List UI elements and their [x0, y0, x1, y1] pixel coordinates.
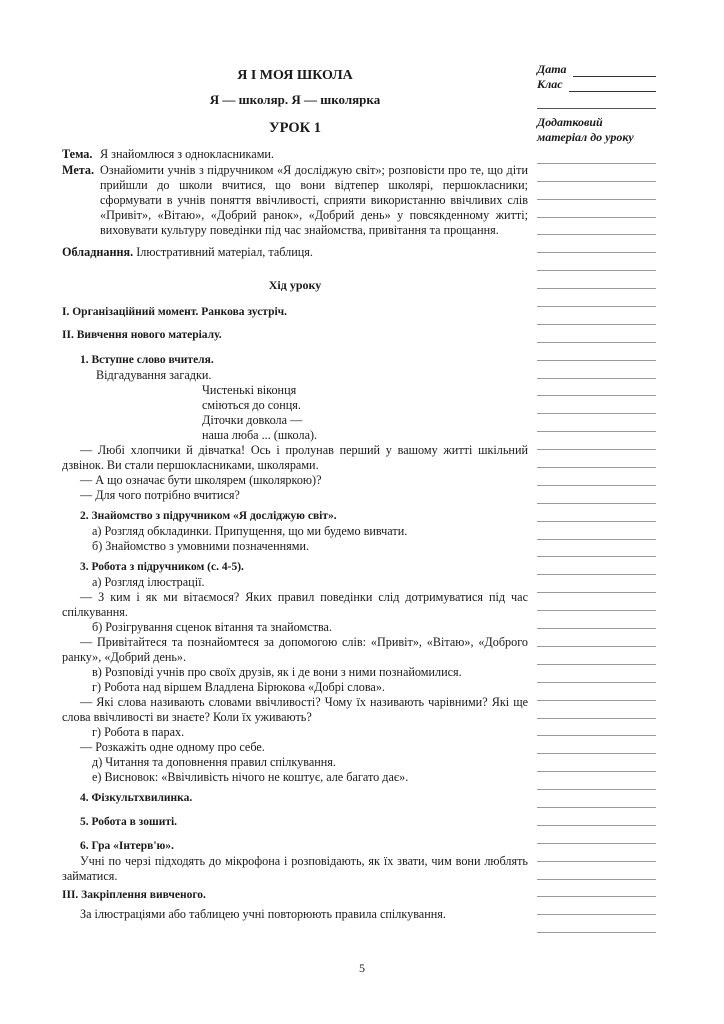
poem-line: Діточки довкола — — [202, 413, 303, 427]
extra-material-label-2: матеріал до уроку — [537, 130, 634, 144]
ruled-line — [537, 235, 656, 253]
ruled-line — [537, 862, 656, 880]
ruled-line — [537, 844, 656, 862]
ruled-line — [537, 396, 656, 414]
activity-item: а) Розгляд обкладинки. Припущення, що ми будемо вивчати. — [92, 524, 408, 538]
ruled-line — [537, 450, 656, 468]
ruled-line — [537, 647, 656, 665]
ruled-line — [537, 575, 656, 593]
notes-ruled-lines — [537, 146, 656, 933]
teacher-question: — Для чого потрібно вчитися? — [80, 488, 240, 502]
goal-label: Мета. — [62, 163, 95, 177]
activity-item: е) Висновок: «Ввічливість нічого не коштує, але багато дає». — [92, 770, 409, 784]
ruled-line — [537, 414, 656, 432]
activity-description: За ілюстраціями або таблицею учні повторюють правила спілкування. — [80, 907, 446, 921]
step-5: 5. Робота в зошиті. — [80, 816, 178, 828]
poem-line: наша люба ... (школа). — [202, 428, 318, 442]
riddle-intro: Відгадування загадки. — [96, 368, 212, 382]
equipment-label: Обладнання. — [62, 245, 134, 259]
topic-label: Тема. — [62, 147, 93, 161]
ruled-line — [537, 665, 656, 683]
step-6: 6. Гра «Інтерв'ю». — [80, 840, 174, 852]
poem-line: сміються до сонця. — [202, 398, 301, 412]
ruled-line — [537, 808, 656, 826]
ruled-line — [537, 611, 656, 629]
teacher-speech: — Розкажіть одне одному про себе. — [80, 740, 265, 754]
ruled-line — [537, 683, 656, 701]
teacher-speech: — Любі хлопчики й дівчатка! Ось і пролунав перший у вашому житті шкільний дзвінок. Ви стали першокласниками, школярами. — [62, 443, 528, 472]
ruled-line — [537, 253, 656, 271]
ruled-line — [537, 325, 656, 343]
ruled-line — [537, 880, 656, 898]
teacher-question: — Які слова називають словами ввічливості? Чому їх називають чарівними? Які ще слова ввічливості ви знаєте? Коли їх уживають? — [62, 695, 528, 724]
section-title: Я І МОЯ ШКОЛА — [237, 68, 353, 83]
divider — [537, 92, 656, 109]
ruled-line — [537, 557, 656, 575]
goal-row — [62, 163, 528, 238]
step-1: 1. Вступне слово вчителя. — [80, 354, 214, 366]
poem-line: Чистенькі віконця — [202, 383, 297, 397]
ruled-line — [537, 504, 656, 522]
ruled-line — [537, 540, 656, 558]
ruled-line — [537, 432, 656, 450]
equipment-row — [62, 245, 528, 260]
ruled-line — [537, 200, 656, 218]
ruled-line — [537, 736, 656, 754]
class-line — [569, 80, 656, 92]
date-line — [573, 65, 656, 77]
activity-item: б) Розігрування сценок вітання та знайомства. — [92, 620, 333, 634]
stage-1: I. Організаційний момент. Ранкова зустріч. — [62, 306, 288, 318]
ruled-line — [537, 772, 656, 790]
topic-row — [62, 147, 528, 162]
lesson-progress-heading: Хід уроку — [268, 278, 322, 292]
ruled-line — [537, 719, 656, 737]
ruled-line — [537, 826, 656, 844]
ruled-line — [537, 897, 656, 915]
sidebar-notes — [537, 62, 656, 145]
class-label: Клас — [537, 77, 563, 91]
ruled-line — [537, 343, 656, 361]
ruled-line — [537, 629, 656, 647]
ruled-line — [537, 361, 656, 379]
ruled-line — [537, 915, 656, 933]
activity-item: в) Розповіді учнів про своїх друзів, як і де вони з ними познайомилися. — [92, 665, 462, 679]
extra-material-label-1: Додатковий — [537, 115, 603, 129]
stage-3: III. Закріплення вивченого. — [62, 889, 206, 901]
ruled-line — [537, 164, 656, 182]
activity-item: д) Читання та доповнення правил спілкування. — [92, 755, 336, 769]
activity-item: б) Знайомство з умовними позначеннями. — [92, 539, 310, 553]
ruled-line — [537, 593, 656, 611]
date-field — [537, 62, 656, 77]
subtitle: Я — школяр. Я — школярка — [209, 92, 381, 107]
goal-text: Ознайомити учнів з підручником «Я досліджую світ»; розповісти про те, що діти прийшли до школи вчитися, що вони відтепер школярі, першокласники; сформувати в учнів поняття ввічливості, сприяти використанню ввічливих слів «Привіт», «Вітаю», «Добрий ранок», «Добрий день» у повсякденному житті; виховувати культуру поведінки під час знайомства, привітання та прощання. — [100, 163, 528, 237]
activity-item: а) Розгляд ілюстрації. — [92, 575, 205, 589]
activity-item: г) Робота в парах. — [92, 725, 185, 739]
stage-2: II. Вивчення нового матеріалу. — [62, 329, 222, 341]
lesson-title: УРОК 1 — [268, 120, 322, 136]
topic-text: Я знайомлюся з однокласниками. — [100, 147, 274, 161]
lesson-plan — [62, 62, 528, 922]
ruled-line — [537, 701, 656, 719]
page-number: 5 — [359, 961, 365, 975]
ruled-line — [537, 271, 656, 289]
ruled-line — [537, 307, 656, 325]
step-2: 2. Знайомство з підручником «Я досліджую світ». — [80, 510, 337, 522]
activity-description: Учні по черзі підходять до мікрофона і розповідають, як їх звати, чим вони люблять займатися. — [62, 854, 528, 883]
date-label: Дата — [537, 62, 567, 76]
teacher-speech: — Привітайтеся та познайомтеся за допомогою слів: «Привіт», «Вітаю», «Доброго ранку», «Добрий день». — [62, 635, 528, 664]
class-field — [537, 77, 656, 92]
step-4: 4. Фізкультхвилинка. — [80, 792, 193, 804]
teacher-question: — А що означає бути школярем (школяркою)? — [80, 473, 322, 487]
equipment-text: Ілюстративний матеріал, таблиця. — [136, 245, 313, 259]
step-3: 3. Робота з підручником (с. 4-5). — [80, 561, 244, 573]
ruled-line — [537, 468, 656, 486]
ruled-line — [537, 218, 656, 236]
ruled-line — [537, 146, 656, 164]
ruled-line — [537, 754, 656, 772]
ruled-line — [537, 379, 656, 397]
ruled-line — [537, 790, 656, 808]
ruled-line — [537, 182, 656, 200]
teacher-question: — З ким і як ми вітаємося? Яких правил поведінки слід дотримуватися під час спілкування. — [62, 590, 528, 619]
ruled-line — [537, 289, 656, 307]
ruled-line — [537, 522, 656, 540]
activity-item: г) Робота над віршем Владлена Бірюкова «Добрі слова». — [92, 680, 385, 694]
ruled-line — [537, 486, 656, 504]
